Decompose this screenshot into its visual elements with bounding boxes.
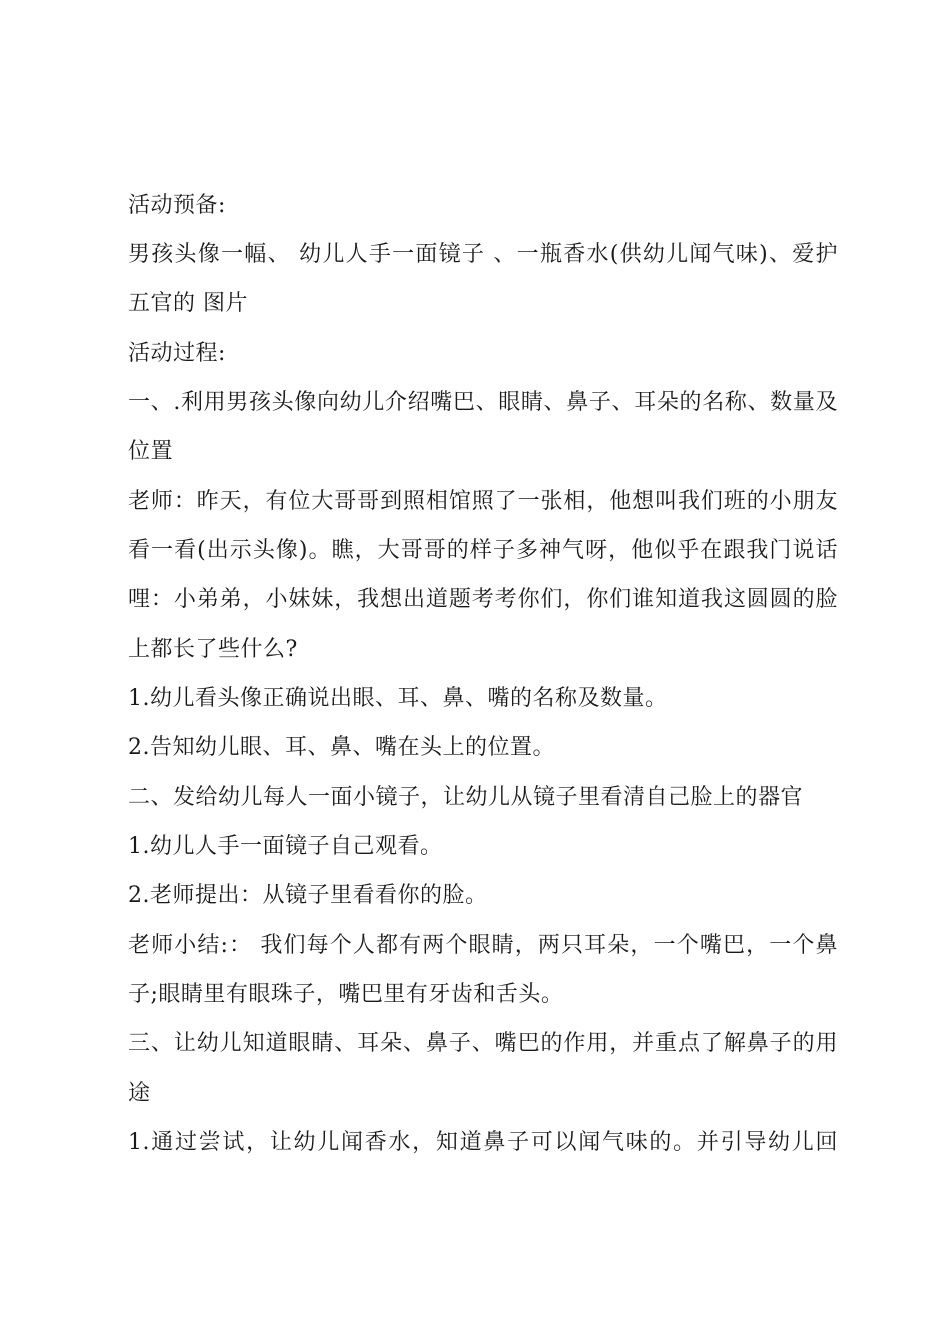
section-heading-process: 活动过程: <box>128 341 226 366</box>
paragraph-line: 老师小结:： 我们每个人都有两个眼睛，两只耳朵，一个嘴巴，一个鼻 <box>128 933 838 958</box>
list-item: 2.告知幼儿眼、耳、鼻、嘴在头上的位置。 <box>128 735 555 760</box>
list-item: 2.老师提出：从镜子里看看你的脸。 <box>128 883 488 908</box>
paragraph-line: 位置 <box>128 439 174 464</box>
paragraph-line: 男孩头像一幅、 幼儿人手一面镜子 、一瓶香水(供幼儿闻气味)、爱护 <box>128 242 838 267</box>
paragraph-line: 上都长了些什么? <box>128 637 298 662</box>
list-item: 1.幼儿人手一面镜子自己观看。 <box>128 834 443 859</box>
paragraph-line: 二、发给幼儿每人一面小镜子，让幼儿从镜子里看清自己脸上的器官 <box>128 785 804 810</box>
paragraph-line: 途 <box>128 1081 151 1106</box>
paragraph-line: 一、.利用男孩头像向幼儿介绍嘴巴、眼睛、鼻子、耳朵的名称、数量及 <box>128 390 838 415</box>
paragraph-line: 三、让幼儿知道眼睛、耳朵、鼻子、嘴巴的作用，并重点了解鼻子的用 <box>128 1031 838 1056</box>
paragraph-line: 五官的 图片 <box>128 291 248 316</box>
list-item: 1.通过尝试，让幼儿闻香水，知道鼻子可以闻气味的。并引导幼儿回 <box>128 1130 838 1155</box>
paragraph-line: 看一看(出示头像)。瞧，大哥哥的样子多神气呀，他似乎在跟我门说话 <box>128 538 838 563</box>
paragraph-line: 哩：小弟弟，小妹妹，我想出道题考考你们，你们谁知道我这圆圆的脸 <box>128 587 838 612</box>
paragraph-line: 子;眼睛里有眼珠子，嘴巴里有牙齿和舌头。 <box>128 982 564 1007</box>
section-heading-preparation: 活动预备: <box>128 193 226 218</box>
paragraph-line: 老师：昨天，有位大哥哥到照相馆照了一张相，他想叫我们班的小朋友 <box>128 489 838 514</box>
list-item: 1.幼儿看头像正确说出眼、耳、鼻、嘴的名称及数量。 <box>128 686 668 711</box>
